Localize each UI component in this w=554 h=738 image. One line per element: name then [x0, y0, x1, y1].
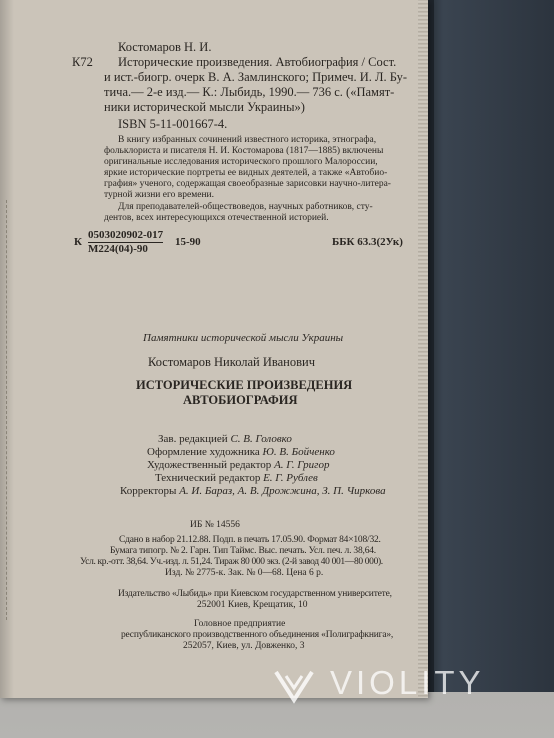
credit-name: С. В. Головко	[230, 433, 292, 445]
imprint-line: Изд. № 2775-к. Зак. № 0—68. Цена 6 р.	[165, 568, 324, 578]
imprint-line: Усл. кр.-отт. 38,64. Уч.-изд. л. 51,24. Тираж 80 000 экз. (2-й завод 40 001—80 000).	[80, 557, 383, 567]
publisher-line: Издательство «Лыбидь» при Киевском государственном университете,	[118, 589, 392, 599]
credit-name: Ю. В. Бойченко	[262, 446, 335, 458]
catalog-author: Костомаров Н. И.	[118, 40, 212, 54]
watermark	[272, 664, 542, 712]
catalog-code-2: М224(04)-90	[88, 243, 148, 255]
catalog-line: Исторические произведения. Автобиография / Сост.	[118, 55, 397, 69]
imprint-line: Сдано в набор 21.12.88. Подп. в печать 17.05.90. Формат 84×108/32.	[119, 535, 381, 545]
credit-line	[147, 459, 329, 472]
credit-name: А. Г. Григор	[274, 459, 330, 471]
credit-role: Технический редактор	[155, 472, 261, 484]
credit-line	[147, 446, 335, 459]
series-title: Памятники исторической мысли Украины	[143, 332, 344, 344]
catalog-code-1: 0503020902-017	[88, 229, 164, 241]
audience-line: дентов, всех интересующихся отечественной историей.	[104, 213, 329, 223]
violity-logo-icon	[272, 666, 316, 706]
credit-line	[158, 433, 292, 446]
book-cover	[428, 0, 554, 692]
catalog-bbk: ББК 63.3(2Ук)	[332, 236, 403, 248]
credit-role: Художественный редактор	[147, 459, 272, 471]
catalog-line: и ист.-биогр. очерк В. А. Замлинского; Примеч. И. Л. Бу-	[104, 70, 408, 84]
credit-name: А. И. Бараз, А. В. Дрожжина, З. П. Чиркова	[179, 485, 386, 497]
binding-stitches	[6, 200, 17, 620]
annotation-line: яркие исторические портреты ее видных деятелей, а также «Автобио-	[104, 168, 388, 178]
credit-name: Е. Г. Рублев	[263, 472, 318, 484]
catalog-code-mid: 15-90	[175, 236, 201, 248]
annotation-line: В книгу избранных сочинений известного историка, этнографа,	[118, 135, 377, 145]
printer-line: республиканского производственного объединения «Полиграфкнига»,	[121, 630, 394, 640]
catalog-line: тича.— 2-е изд.— К.: Лыбидь, 1990.— 736 с. («Памят-	[104, 85, 395, 99]
annotation-line: оригинальные исследования исторического прошлого Малороссии,	[104, 157, 378, 167]
credit-role: Оформление художника	[147, 446, 260, 458]
printer-line: Головное предприятие	[194, 619, 286, 629]
imprint-line: Бумага типогр. № 2. Гарн. Тип Таймс. Выс. печать. Усл. печ. л. 38,64.	[110, 546, 376, 556]
credit-line	[120, 485, 386, 498]
printer-line: 252057, Киев, ул. Довженко, 3	[183, 641, 305, 651]
imprint-ib: ИБ № 14556	[190, 520, 240, 530]
credit-line	[155, 472, 318, 485]
catalog-isbn: ISBN 5-11-001667-4.	[118, 117, 228, 131]
page-edge	[418, 0, 428, 698]
annotation-line: фольклориста и писателя Н. И. Костомарова (1817—1885) включены	[104, 146, 384, 156]
author-full: Костомаров Николай Иванович	[148, 355, 316, 369]
catalog-line: ники исторической мысли Украины»)	[104, 100, 305, 114]
credit-role: Корректоры	[120, 485, 177, 497]
book-title-2: АВТОБИОГРАФИЯ	[183, 393, 298, 407]
publisher-line: 252001 Киев, Крещатик, 10	[197, 600, 308, 610]
cover-edge	[428, 0, 434, 692]
annotation-line: графия» ученого, содержащая своеобразные зарисовки научно-литера-	[104, 179, 391, 189]
audience-line: Для преподавателей-обществоведов, научных работников, сту-	[118, 202, 373, 212]
catalog-code: К72	[72, 55, 93, 69]
catalog-k-letter: К	[74, 236, 82, 248]
watermark-text: VIOLITY	[330, 664, 485, 701]
credit-role: Зав. редакцией	[158, 433, 228, 445]
annotation-line: турной жизни его времени.	[104, 190, 214, 200]
book-title-1: ИСТОРИЧЕСКИЕ ПРОИЗВЕДЕНИЯ	[136, 378, 353, 392]
